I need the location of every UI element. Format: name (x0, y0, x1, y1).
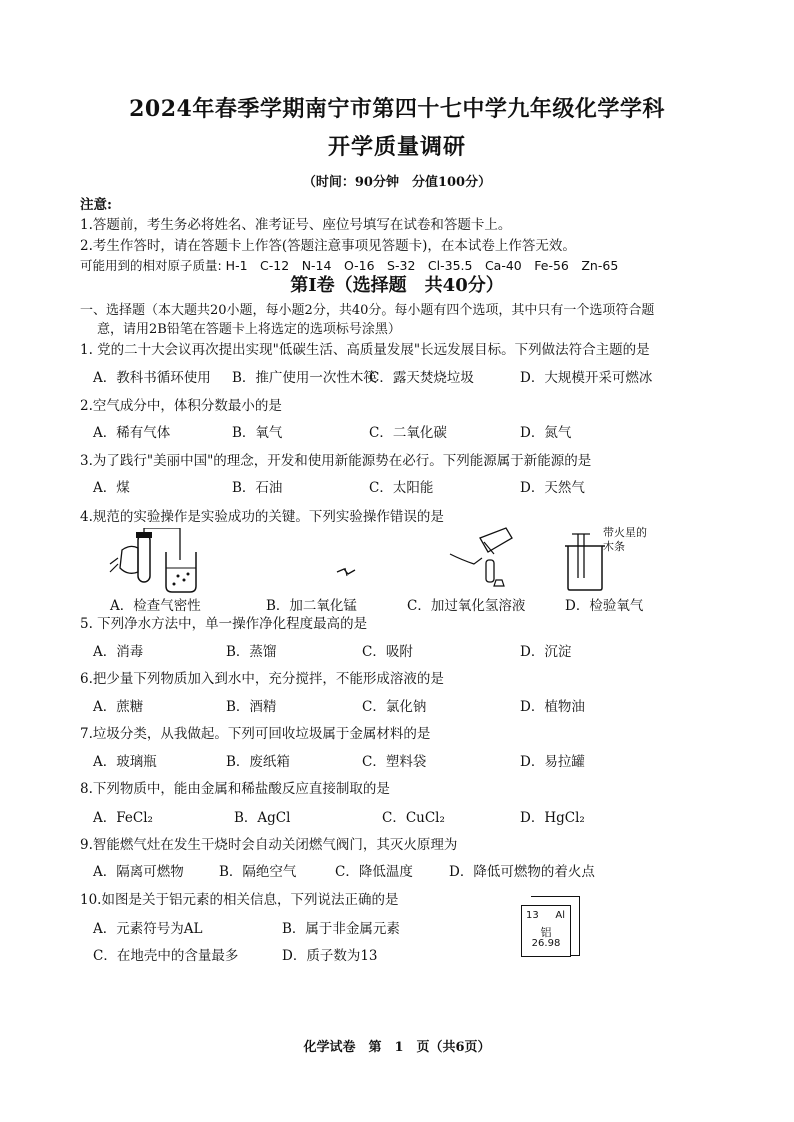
question-stem: 2.空气成分中，体积分数最小的是 (80, 398, 282, 414)
option-c: C．塑料袋 (362, 754, 427, 770)
option-c: C．在地壳中的含量最多 (93, 948, 239, 964)
question-stem: 8.下列物质中，能由金属和稀盐酸反应直接制取的是 (80, 781, 390, 797)
exam-subtitle: 开学质量调研 (327, 134, 466, 160)
option-b: B．隔绝空气 (219, 864, 297, 880)
section-instructions-1: 一、选择题（本大题共20小题，每小题2分，共40分。每小题有四个选项，其中只有一个选项符合题 (80, 303, 655, 318)
option-c: C．吸附 (362, 644, 413, 660)
question-stem: 5. 下列净水方法中，单一操作净化程度最高的是 (80, 616, 368, 632)
option-b: B．推广使用一次性木筷 (232, 370, 377, 386)
option-c: C．CuCl₂ (382, 810, 445, 826)
option-d: D．沉淀 (520, 644, 572, 660)
option-c: C．加过氧化氢溶液 (407, 598, 526, 614)
option-d: D．易拉罐 (520, 754, 585, 770)
option-b: B．废纸箱 (226, 754, 290, 770)
option-c: C．露天焚烧垃圾 (369, 370, 474, 386)
question-stem: 3.为了践行"美丽中国"的理念，开发和使用新能源势在必行。下列能源属于新能源的是 (80, 453, 592, 469)
option-a: A．稀有气体 (93, 425, 171, 441)
note-item-2: 2.考生作答时，请在答题卡上作答(答题注意事项见答题卡)，在本试卷上作答无效。 (80, 238, 576, 254)
question-stem: 9.智能燃气灶在发生干烧时会自动关闭燃气阀门，其灭火原理为 (80, 837, 458, 853)
question-stem: 4.规范的实验操作是实验成功的关键。下列实验操作错误的是 (80, 509, 444, 525)
add-peroxide-figure (446, 524, 518, 590)
option-b: B．加二氧化锰 (266, 598, 357, 614)
notes-heading: 注意: (80, 197, 112, 213)
atomic-mass: 26.98 (531, 938, 561, 949)
exam-title: 2024年春季学期南宁市第四十七中学九年级化学学科 (129, 96, 665, 122)
section-instructions-2: 意，请用2B铅笔在答题卡上将选定的选项标号涂黑） (97, 322, 401, 337)
option-d: D．氮气 (520, 425, 572, 441)
time-score-line: （时间：90分钟 分值100分） (302, 175, 492, 190)
question-stem: 1. 党的二十大会议再次提出实现"低碳生活、高质量发展"长远发展目标。下列做法符合主题的是 (80, 342, 650, 358)
question-stem: 10.如图是关于铝元素的相关信息，下列说法正确的是 (80, 892, 399, 908)
option-d: D．质子数为13 (282, 948, 378, 964)
option-d: D．降低可燃物的着火点 (449, 864, 595, 880)
note-item-1: 1.答题前，考生务必将姓名、准考证号、座位号填写在试卷和答题卡上。 (80, 217, 512, 233)
option-d: D．HgCl₂ (520, 810, 585, 826)
option-a: A．元素符号为AL (93, 921, 203, 937)
element-name: 铝 (540, 926, 552, 939)
question-stem: 7.垃圾分类，从我做起。下列可回收垃圾属于金属材料的是 (80, 726, 431, 742)
element-card-side-edge (570, 896, 580, 956)
option-b: B．蒸馏 (226, 644, 277, 660)
atomic-masses: 可能用到的相对原子质量: H-1 C-12 N-14 O-16 S-32 Cl-35.5 Ca-40 Fe-56 Zn-65 (80, 258, 619, 273)
option-d: D．天然气 (520, 480, 585, 496)
option-b: B．属于非金属元素 (282, 921, 400, 937)
option-d: D．检验氧气 (565, 598, 644, 614)
option-d: D．大规模开采可燃冰 (520, 370, 653, 386)
option-a: A．蔗糖 (93, 699, 144, 715)
option-b: B．AgCl (234, 810, 291, 826)
option-a: A．检查气密性 (110, 598, 201, 614)
element-symbol: Al (555, 910, 565, 921)
option-a: A．FeCl₂ (93, 810, 153, 826)
option-c: C．二氧化碳 (369, 425, 447, 441)
option-b: B．氧气 (232, 425, 283, 441)
figure-label-glowing-splint: 带火星的木条 (603, 526, 647, 553)
option-c: C．氯化钠 (362, 699, 427, 715)
aluminum-element-card (521, 905, 571, 957)
option-a: A．教科书循环使用 (93, 370, 211, 386)
option-a: A．煤 (93, 480, 130, 496)
section-title: 第I卷（选择题 共40分） (290, 275, 504, 296)
option-b: B．石油 (232, 480, 283, 496)
option-d: D．植物油 (520, 699, 585, 715)
option-a: A．消毒 (93, 644, 144, 660)
option-b: B．酒精 (226, 699, 277, 715)
option-a: A．玻璃瓶 (93, 754, 157, 770)
add-mno2-figure (336, 566, 356, 578)
question-stem: 6.把少量下列物质加入到水中，充分搅拌，不能形成溶液的是 (80, 671, 444, 687)
option-a: A．隔离可燃物 (93, 864, 184, 880)
option-c: C．太阳能 (369, 480, 434, 496)
option-c: C．降低温度 (335, 864, 413, 880)
atomic-number: 13 (526, 910, 539, 921)
airtightness-figure (108, 528, 208, 594)
page-footer: 化学试卷 第 1 页（共6页） (303, 1040, 491, 1055)
